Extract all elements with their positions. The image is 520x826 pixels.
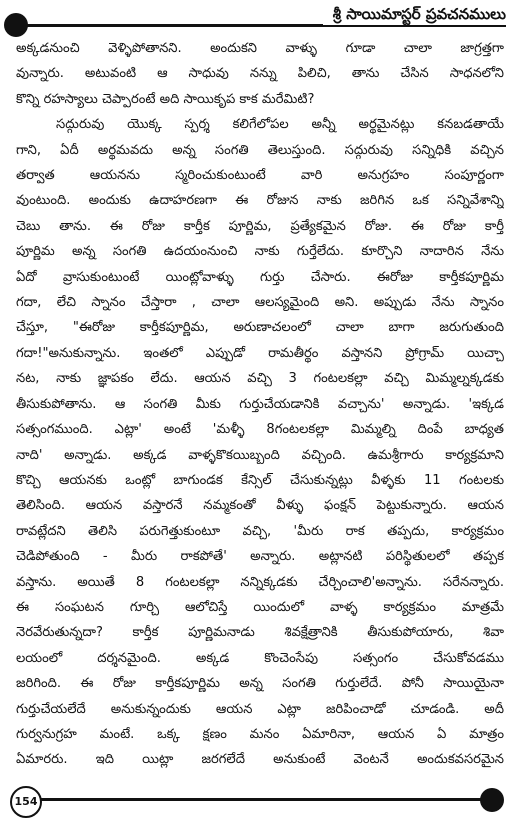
text-line: కొన్ని రహస్యాలు చెప్పారంటే అది సాయికృప కాక మరేమిటి? (16, 91, 315, 107)
running-header-title: శ్రీ సాయిమాస్టర్ ప్రవచనములు (323, 3, 506, 25)
header-bullet-dot (4, 13, 28, 37)
text-line: సద్గురువు యొక్క స్పర్శ కలిగేలోపల అన్నీ అర్థమైనట్లు కనబడతాయే (56, 117, 504, 133)
text-line: నాది' అన్నాడు. అక్కడ వాళ్ళకొకయిబ్బంది వచ్చింది. ఉమశ్రీగారు కార్యక్రమాని (16, 447, 504, 463)
text-line: ఏదో వ్రాసుకుంటుంటే యింట్లోవాళ్ళు గుర్తు చేసారు. ఈరోజు కార్తీకపూర్ణిమ (16, 269, 504, 285)
text-line: చెడిపోతుంది - మీరు రాకపోతే' అన్నారు. అట్లానటి పరిస్థితులలో తప్పక (16, 549, 504, 565)
text-line: గదా!"అనుకున్నాను. ఇంతలో ఎప్పుడో రామతీర్థం వస్తానని ప్రోగ్రామ్ యిచ్చా (16, 345, 504, 361)
footer-rule (30, 798, 492, 801)
text-line: తెలిసింది. ఆయన వస్తారనే నమ్మకంతో వీళ్ళు ఫంక్షన్ పెట్టుకున్నారు. ఆయన (16, 498, 504, 514)
text-line: జరిగింది. ఈ రోజు కార్తీకపూర్ణిమ అన్న సంగతి గుర్తులేదే. పోనీ సాయియైనా (16, 676, 504, 692)
text-line: తర్వాత ఆయనను స్మరించుకుంటుంటే వారి అనుగ్రహం సంపూర్ణంగా (16, 168, 504, 184)
text-line: నెరవేరుతున్నదా? కార్తీక పూర్ణిమనాడు శివక్షేత్రానికి తీసుకుపోయారు, శివా (16, 625, 504, 641)
text-line: లయంలో దర్శనమైంది. అక్కడ కొంచెంసేపు సత్సంగం చేసుకోవడము (16, 650, 504, 666)
text-line: చేస్తూ, "ఈరోజు కార్తీకపూర్ణిమ, అరుణాచలంలో చాలా బాగా జరుగుతుంది (16, 320, 504, 336)
text-line: కొచ్చి ఆయనకు ఒంట్లో బాగుండక కేన్సిల్ చేసుకున్నట్లు వీళ్ళకు 11 గంటలకు (16, 472, 504, 488)
text-line: పూర్ణిమ అన్న సంగతి ఉదయంనుంచి నాకు గుర్తేలేదు. కూర్చొని నాదారిన నేను (16, 244, 504, 260)
page-body (16, 36, 504, 773)
text-line: ఈ సంఘటన గూర్చి ఆలోచిస్తే యిందులో వాళ్ళ కార్యక్రమం మాత్రమే (16, 599, 504, 615)
text-line: వస్తాను. అయితే 8 గంటలకల్లా నన్నిక్కడకు చేర్చించాలి'అన్నాను. సరేనన్నారు. (16, 574, 504, 590)
text-line: సత్సంగముంది. ఎట్లా' అంటే 'మళ్ళీ 8గంటలకల్లా మిమ్మల్ని దింపే బాధ్యత (16, 422, 504, 438)
text-line: వున్నారు. అటువంటి ఆ సాధువు నన్ను పిలిచి, తాను చేసిన సాధనలోని (16, 66, 504, 82)
text-line: వుంటుంది. అందుకు ఉదాహరణగా ఈ రోజున నాకు జరిగిన ఒక సన్నివేశాన్ని (16, 193, 504, 209)
text-line: తీసుకుపోతాను. ఆ సంగతి మీకు గుర్తుచేయడానికి వచ్చాను' అన్నాడు. 'ఇక్కడ (16, 396, 504, 412)
text-line: గుర్వనుగ్రహ మంటే. ఒక్క క్షణం మనం ఏమారినా, ఆయన ఏ మాత్రం (16, 726, 504, 742)
text-line: రావట్లేదని తెలిసి పరుగెత్తుకుంటూ వచ్చి, 'మీరు రాక తప్పదు, కార్యక్రమం (16, 523, 504, 539)
text-line: చెబు తాను. ఈ రోజు కార్తీక పూర్ణిమ, ప్రత్యేకమైన రోజు. ఈ రోజు కార్తీ (16, 218, 504, 234)
page-number: 154 (10, 786, 42, 818)
text-line: నట, నాకు జ్ఞాపకం లేదు. ఆయన వచ్చి 3 గంటలకల్లా వచ్చి మిమ్మల్నక్కడకు (16, 371, 504, 387)
text-line: గాని, ఏదీ అర్థమవదు అన్న సంగతి తెలుస్తుంది. సద్గురువు సన్నిధికి వచ్చిన (16, 142, 504, 158)
text-line: ఏమారరు. ఇది యిట్లా జరగలేదే అనుకుంటే వెంటనే అందుకవసరమైన (16, 752, 504, 768)
text-line: గదా, లేచి స్నానం చేస్తారా , చాలా ఆలస్యమైంది అని. అప్పుడు నేను స్నానం (16, 295, 504, 311)
text-line: అక్కడనుంచి వెళ్ళిపోతానని. అందుకని వాళ్ళు గూడా చాలా జాగ్రత్తగా (16, 41, 504, 56)
footer-bullet-dot (480, 788, 504, 812)
text-line: గుర్తుచేయలేదే అనుకున్నందుకు ఆయన ఎట్లా జరిపించాడో చూడండి. అదీ (16, 701, 504, 717)
